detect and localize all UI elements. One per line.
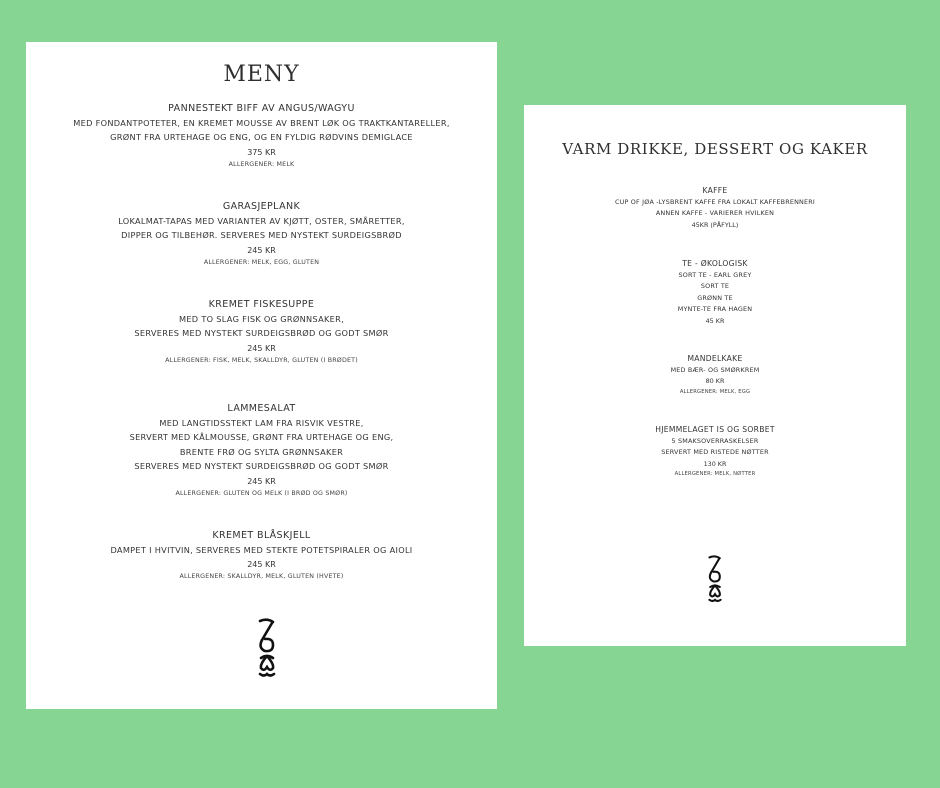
item-name: MANDELKAKE	[687, 354, 743, 363]
item-desc-line: SORT TE - EARL GREY	[678, 270, 752, 279]
item-desc-line: SERVERES MED NYSTEKT SURDEIGSBRØD OG GODT SMØR	[134, 328, 389, 339]
item-price: 130 KR	[703, 459, 727, 468]
menu-item-kaffe	[524, 185, 906, 231]
menu-title: MENY	[223, 62, 300, 87]
item-allergens: ALLERGENER: MELK, NØTTER	[674, 471, 756, 477]
item-name: HJEMMELAGET IS OG SORBET	[655, 425, 775, 434]
joa-knot-logo-icon	[256, 618, 278, 678]
item-desc-line: 5 SMAKSOVERRASKELSER	[671, 436, 759, 445]
item-name: KREMET FISKESUPPE	[208, 299, 315, 310]
menu-item-fiskesuppe	[26, 298, 497, 366]
menu-item-is-sorbet	[524, 424, 906, 480]
drinks-title: VARM DRIKKE, DESSERT OG KAKER	[562, 140, 868, 158]
item-name: LAMMESALAT	[227, 403, 296, 414]
menu-item-mandelkake	[524, 353, 906, 397]
item-price: 45 KR	[705, 316, 725, 325]
menu-item-lammesalat	[26, 402, 497, 499]
item-name: GARASJEPLANK	[222, 201, 301, 212]
drinks-dessert-card	[524, 105, 906, 646]
item-desc-line: MED TO SLAG FISK OG GRØNNSAKER,	[178, 314, 345, 324]
item-desc-line: BRENTE FRØ OG SYLTA GRØNNSAKER	[179, 446, 344, 457]
item-desc-line: SERVERT MED RISTEDE NØTTER	[661, 448, 769, 456]
item-allergens: ALLERGENER: GLUTEN OG MELK (I BRØD OG SMØR)	[175, 489, 348, 497]
item-desc-line: GRØNT FRA URTEHAGE OG ENG, OG EN FYLDIG RØDVINS DEMIGLACE	[110, 132, 413, 143]
item-desc-line: SERVERT MED KÅLMOUSSE, GRØNT FRA URTEHAGE OG ENG,	[129, 432, 394, 443]
item-allergens: ALLERGENER: SKALLDYR, MELK, GLUTEN (HVETE)	[179, 573, 344, 581]
item-desc-line: ANNEN KAFFE - VARIERER HVILKEN	[655, 209, 775, 217]
item-desc-line: MED FONDANTPOTETER, EN KREMET MOUSSE AV BRENT LØK OG TRAKTKANTARELLER,	[73, 118, 450, 128]
item-price: 45KR (PÅFYLL)	[691, 220, 739, 229]
main-menu-card	[26, 42, 497, 709]
item-price: 80 KR	[705, 377, 725, 385]
item-allergens: ALLERGENER: MELK	[228, 160, 295, 168]
menu-item-biff	[26, 102, 497, 170]
item-price: 245 KR	[247, 560, 276, 570]
item-allergens: ALLERGENER: MELK, EGG	[679, 388, 751, 395]
item-price: 245 KR	[247, 343, 276, 353]
item-allergens: ALLERGENER: MELK, EGG, GLUTEN	[203, 258, 320, 266]
item-price: 375 KR	[247, 147, 276, 157]
item-desc-line: MED LANGTIDSSTEKT LAM FRA RISVIK VESTRE,	[159, 418, 364, 428]
item-name: KAFFE	[702, 186, 728, 195]
item-name: TE - ØKOLOGISK	[682, 259, 748, 268]
item-desc-line: DIPPER OG TILBEHØR. SERVERES MED NYSTEKT SURDEIGSBRØD	[121, 230, 402, 241]
joa-knot-logo-icon	[706, 555, 724, 603]
item-price: 245 KR	[247, 245, 276, 255]
item-name: PANNESTEKT BIFF AV ANGUS/WAGYU	[168, 103, 355, 114]
item-desc-line: SORT TE	[700, 282, 730, 290]
item-desc-line: SERVERES MED NYSTEKT SURDEIGSBRØD OG GODT SMØR	[134, 461, 389, 472]
item-desc-line: CUP OF JØA -LYSBRENT KAFFE FRA LOKALT KAFFEBRENNERI	[614, 197, 816, 206]
menu-item-blaaskjell	[26, 529, 497, 582]
item-price: 245 KR	[247, 476, 276, 486]
item-desc-line: GRØNN TE	[697, 293, 733, 302]
item-desc-line: MED BÆR- OG SMØRKREM	[670, 365, 760, 374]
item-allergens: ALLERGENER: FISK, MELK, SKALLDYR, GLUTEN (I BRØDET)	[165, 356, 358, 364]
item-desc-line: DAMPET I HVITVIN, SERVERES MED STEKTE POTETSPIRALER OG AIOLI	[110, 545, 413, 555]
item-desc-line: LOKALMAT-TAPAS MED VARIANTER AV KJØTT, OSTER, SMÅRETTER,	[118, 216, 405, 226]
menu-item-te	[524, 258, 906, 327]
item-desc-line: MYNTE-TE FRA HAGEN	[677, 305, 753, 313]
menu-item-garasjeplank	[26, 200, 497, 268]
item-name: KREMET BLÅSKJELL	[212, 530, 311, 541]
